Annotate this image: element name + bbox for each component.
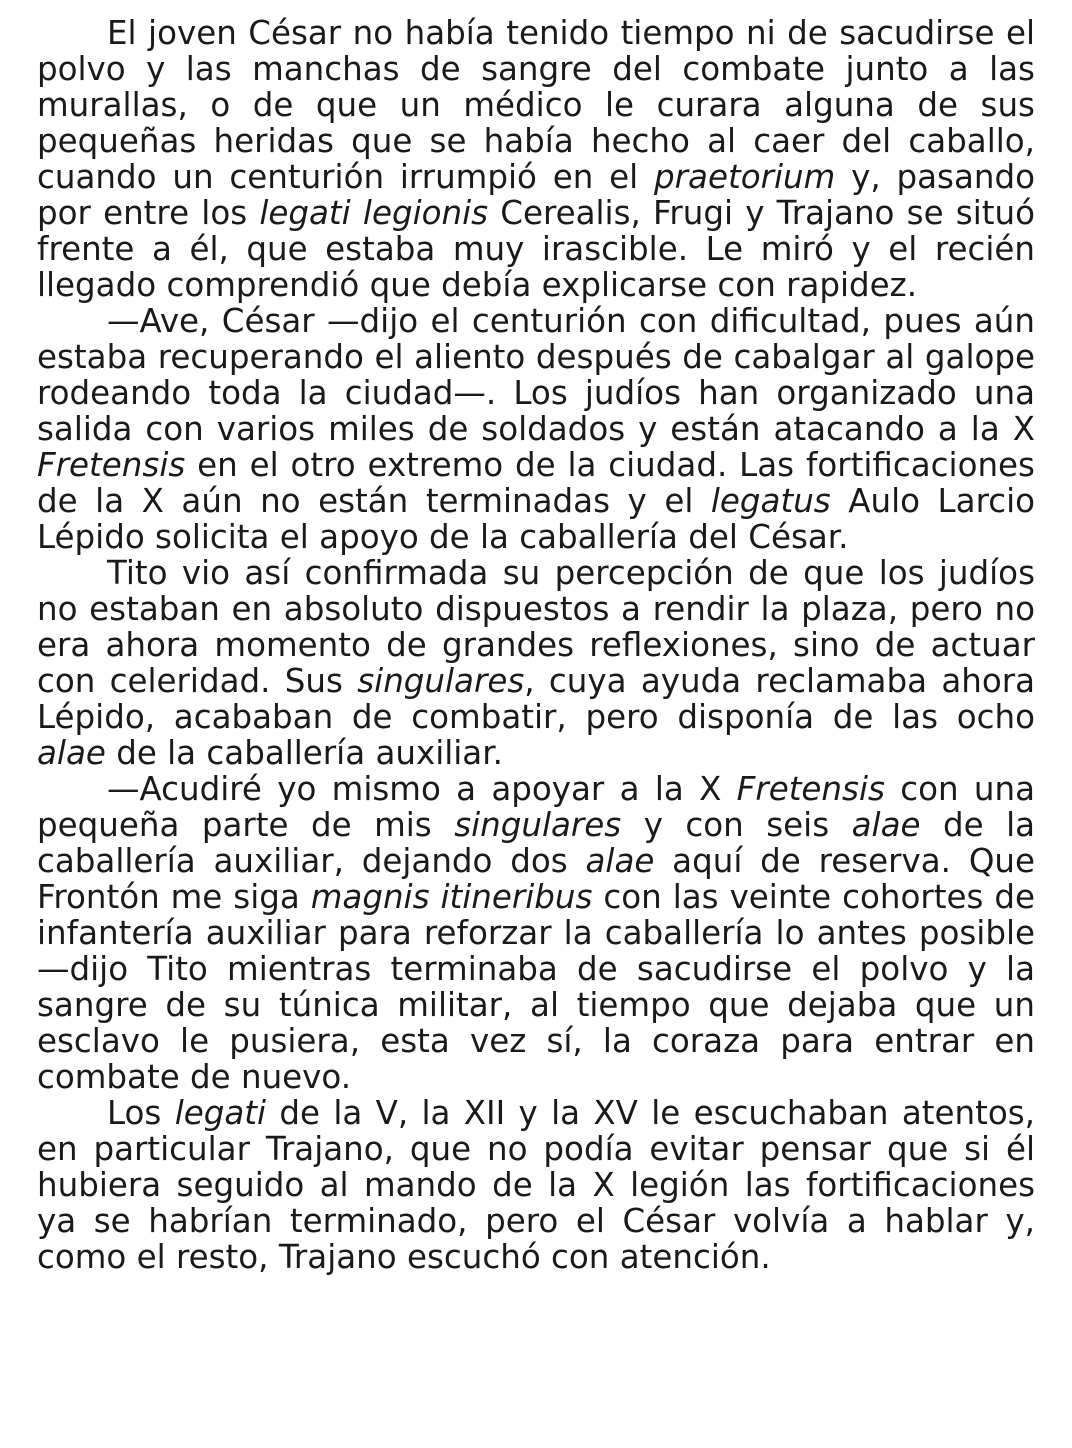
text-segment: de la V, la XII y la XV le escuchaban atentos, en particular Trajano, que no podía evitar pensar que si él hubiera seguido al mando de la X legión las fortificaciones ya se habrían terminado, pero el César volvía a hablar y, como el resto, Trajano escuchó con atención. <box>37 1094 1035 1276</box>
italic-term: praetorium <box>654 158 836 196</box>
italic-term: alae <box>851 806 921 844</box>
paragraph-2 <box>37 303 1035 555</box>
italic-term: legatus <box>710 482 831 520</box>
italic-term: legati <box>174 1094 267 1132</box>
italic-term: magnis itineribus <box>310 878 593 916</box>
text-segment: Los <box>107 1094 175 1132</box>
italic-term: Fretensis <box>37 446 186 484</box>
text-segment: El joven César no había tenido tiempo ni de sacudirse el polvo y las manchas de sangre del combate junto a las murallas, o de que un médico le curara alguna de sus pequeñas heridas que se había hecho al caer del caballo, cuando un centurión irrumpió en el <box>37 15 1035 196</box>
paragraph-4 <box>37 771 1035 1095</box>
text-segment: Aulo Larcio Lépido solicita el apoyo de la caballería del César. <box>37 482 1035 556</box>
italic-term: singulares <box>357 662 525 700</box>
text-segment: —Ave, César —dijo el centurión con dificultad, pues aún estaba recuperando el aliento después de cabalgar al galope rodeando toda la ciudad—. Los judíos han organizado una salida con varios miles de soldados y están atacando a la X <box>37 302 1035 448</box>
text-segment: de la caballería auxiliar, dejando dos <box>37 806 1035 880</box>
text-segment: en el otro extremo de la ciudad. Las fortificaciones de la X aún no están terminadas y el <box>37 446 1035 520</box>
text-segment: Cerealis, Frugi y Trajano se situó frente a él, que estaba muy irascible. Le miró y el recién llegado comprendió que debía explicarse con rapidez. <box>37 194 1035 304</box>
text-segment: aquí de reserva. Que Frontón me siga <box>37 842 1035 916</box>
text-segment: y, pasando por entre los <box>37 158 1035 232</box>
italic-term: alae <box>37 734 106 772</box>
text-segment: —Acudiré yo mismo a apoyar a la X <box>107 770 737 808</box>
book-page <box>37 15 1035 1435</box>
text-segment: con las veinte cohortes de infantería auxiliar para reforzar la caballería lo antes posible —dijo Tito mientras terminaba de sacudirse el polvo y la sangre de su túnica militar, al tiempo que dejaba que un esclavo le pusiera, esta vez sí, la coraza para entrar en combate de nuevo. <box>37 878 1035 1096</box>
paragraph-1 <box>37 15 1035 303</box>
italic-term: alae <box>585 842 655 880</box>
italic-term: singulares <box>454 806 622 844</box>
italic-term: Fretensis <box>736 770 885 808</box>
text-segment: de la caballería auxiliar. <box>105 734 503 772</box>
text-segment: con una pequeña parte de mis <box>37 770 1035 844</box>
paragraph-3 <box>37 555 1035 771</box>
text-segment: , cuya ayuda reclamaba ahora Lépido, acababan de combatir, pero disponía de las ocho <box>37 662 1035 736</box>
paragraph-5 <box>37 1095 1035 1275</box>
text-segment: Tito vio así confirmada su percepción de que los judíos no estaban en absoluto dispuestos a rendir la plaza, pero no era ahora momento de grandes reflexiones, sino de actuar con celeridad. Sus <box>37 554 1035 700</box>
text-segment: y con seis <box>621 806 852 844</box>
italic-term: legati legionis <box>259 194 489 232</box>
